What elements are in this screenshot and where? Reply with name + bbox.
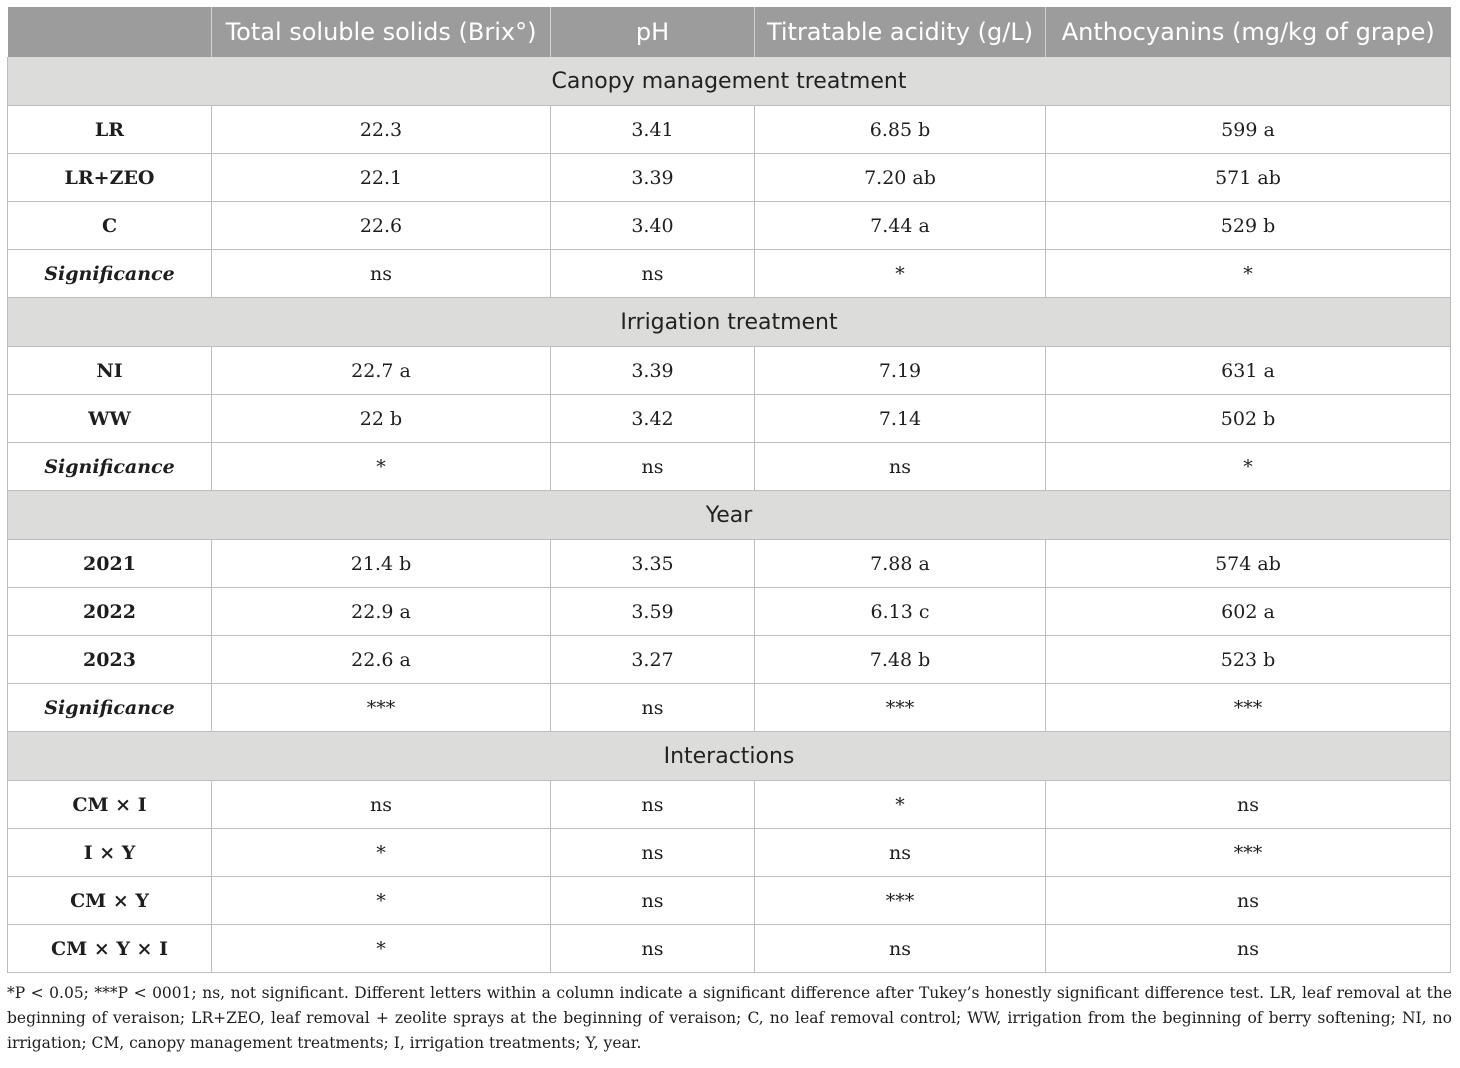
table-cell: 7.14: [755, 395, 1046, 443]
table-row: [8, 781, 1451, 829]
header-cell-titratable-acidity: Titratable acidity (g/L): [755, 7, 1046, 57]
table-row: [8, 829, 1451, 877]
row-label: C: [8, 202, 212, 250]
table-cell: 3.41: [551, 106, 755, 154]
table-cell: 631 a: [1046, 347, 1451, 395]
row-label: CM × Y × I: [8, 925, 212, 973]
header-cell-total-soluble-solids: Total soluble solids (Brix°): [212, 7, 551, 57]
table-row: [8, 443, 1451, 491]
table-cell: 22.3: [212, 106, 551, 154]
table-cell: 574 ab: [1046, 540, 1451, 588]
table-cell: *: [755, 781, 1046, 829]
section-title: Year: [8, 491, 1451, 540]
table-cell: ns: [551, 925, 755, 973]
table-cell: 21.4 b: [212, 540, 551, 588]
table-cell: ***: [755, 877, 1046, 925]
table-cell: ns: [755, 925, 1046, 973]
table-row: [8, 106, 1451, 154]
table-cell: 3.27: [551, 636, 755, 684]
table-cell: 7.19: [755, 347, 1046, 395]
row-label: Significance: [8, 250, 212, 298]
table-row: [8, 347, 1451, 395]
table-cell: 3.35: [551, 540, 755, 588]
table-cell: 523 b: [1046, 636, 1451, 684]
table-cell: 3.42: [551, 395, 755, 443]
table-row: [8, 202, 1451, 250]
table-cell: 599 a: [1046, 106, 1451, 154]
table-cell: 22.9 a: [212, 588, 551, 636]
table-cell: ns: [551, 684, 755, 732]
table-cell: ns: [212, 781, 551, 829]
table-cell: ns: [1046, 781, 1451, 829]
section-header-row: [8, 491, 1451, 540]
table-cell: ns: [1046, 925, 1451, 973]
table-body: [8, 57, 1451, 973]
row-label: LR+ZEO: [8, 154, 212, 202]
row-label: NI: [8, 347, 212, 395]
table-cell: ***: [1046, 684, 1451, 732]
table-cell: ***: [1046, 829, 1451, 877]
table-cell: 602 a: [1046, 588, 1451, 636]
table-cell: 22.1: [212, 154, 551, 202]
table-cell: ns: [755, 829, 1046, 877]
table-cell: *: [212, 925, 551, 973]
header-row: [8, 7, 1451, 57]
section-header-row: [8, 732, 1451, 781]
table-cell: *: [212, 829, 551, 877]
table-row: [8, 154, 1451, 202]
row-label: CM × I: [8, 781, 212, 829]
table-header: [8, 7, 1451, 57]
table-cell: ns: [551, 781, 755, 829]
table-cell: *: [1046, 443, 1451, 491]
section-title: Interactions: [8, 732, 1451, 781]
table-cell: ns: [551, 877, 755, 925]
row-label: CM × Y: [8, 877, 212, 925]
document-page: [7, 7, 1450, 1056]
table-cell: 529 b: [1046, 202, 1451, 250]
table-cell: *: [212, 443, 551, 491]
section-header-row: [8, 57, 1451, 106]
table-cell: 7.20 ab: [755, 154, 1046, 202]
table-cell: 3.59: [551, 588, 755, 636]
table-cell: ***: [755, 684, 1046, 732]
table-cell: ns: [1046, 877, 1451, 925]
table-cell: 3.39: [551, 154, 755, 202]
table-cell: ns: [551, 829, 755, 877]
table-cell: 22.7 a: [212, 347, 551, 395]
header-cell-blank: [8, 7, 212, 57]
section-header-row: [8, 298, 1451, 347]
row-label: WW: [8, 395, 212, 443]
table-footnote: *P < 0.05; ***P < 0001; ns, not significant. Different letters within a column indicate a significant difference after Tukey’s honestly significant difference test. LR, leaf removal at the beginning of veraison; LR+ZEO, leaf removal + zeolite sprays at the beginning of veraison; C, no leaf removal control; WW, irrigation from the beginning of berry softening; NI, no irrigation; CM, canopy management treatments; I, irrigation treatments; Y, year.: [7, 984, 1452, 1052]
table-cell: 571 ab: [1046, 154, 1451, 202]
table-cell: ns: [551, 443, 755, 491]
table-cell: ns: [551, 250, 755, 298]
header-cell-ph: pH: [551, 7, 755, 57]
table-row: [8, 395, 1451, 443]
table-cell: ns: [755, 443, 1046, 491]
table-cell: 3.40: [551, 202, 755, 250]
table-cell: 7.48 b: [755, 636, 1046, 684]
row-label: 2021: [8, 540, 212, 588]
table-cell: 7.44 a: [755, 202, 1046, 250]
table-row: [8, 588, 1451, 636]
table-cell: 22 b: [212, 395, 551, 443]
table-cell: 22.6 a: [212, 636, 551, 684]
header-cell-anthocyanins: Anthocyanins (mg/kg of grape): [1046, 7, 1451, 57]
table-row: [8, 250, 1451, 298]
row-label: I × Y: [8, 829, 212, 877]
table-cell: 22.6: [212, 202, 551, 250]
table-cell: ***: [212, 684, 551, 732]
row-label: Significance: [8, 684, 212, 732]
table-cell: 3.39: [551, 347, 755, 395]
table-row: [8, 684, 1451, 732]
table-row: [8, 877, 1451, 925]
table-row: [8, 540, 1451, 588]
table-cell: 7.88 a: [755, 540, 1046, 588]
table-cell: *: [1046, 250, 1451, 298]
results-table: [7, 7, 1451, 973]
table-cell: 502 b: [1046, 395, 1451, 443]
row-label: 2022: [8, 588, 212, 636]
table-cell: 6.85 b: [755, 106, 1046, 154]
section-title: Irrigation treatment: [8, 298, 1451, 347]
row-label: Significance: [8, 443, 212, 491]
table-cell: ns: [212, 250, 551, 298]
row-label: 2023: [8, 636, 212, 684]
table-row: [8, 925, 1451, 973]
table-cell: *: [755, 250, 1046, 298]
row-label: LR: [8, 106, 212, 154]
table-row: [8, 636, 1451, 684]
table-cell: 6.13 c: [755, 588, 1046, 636]
table-cell: *: [212, 877, 551, 925]
section-title: Canopy management treatment: [8, 57, 1451, 106]
